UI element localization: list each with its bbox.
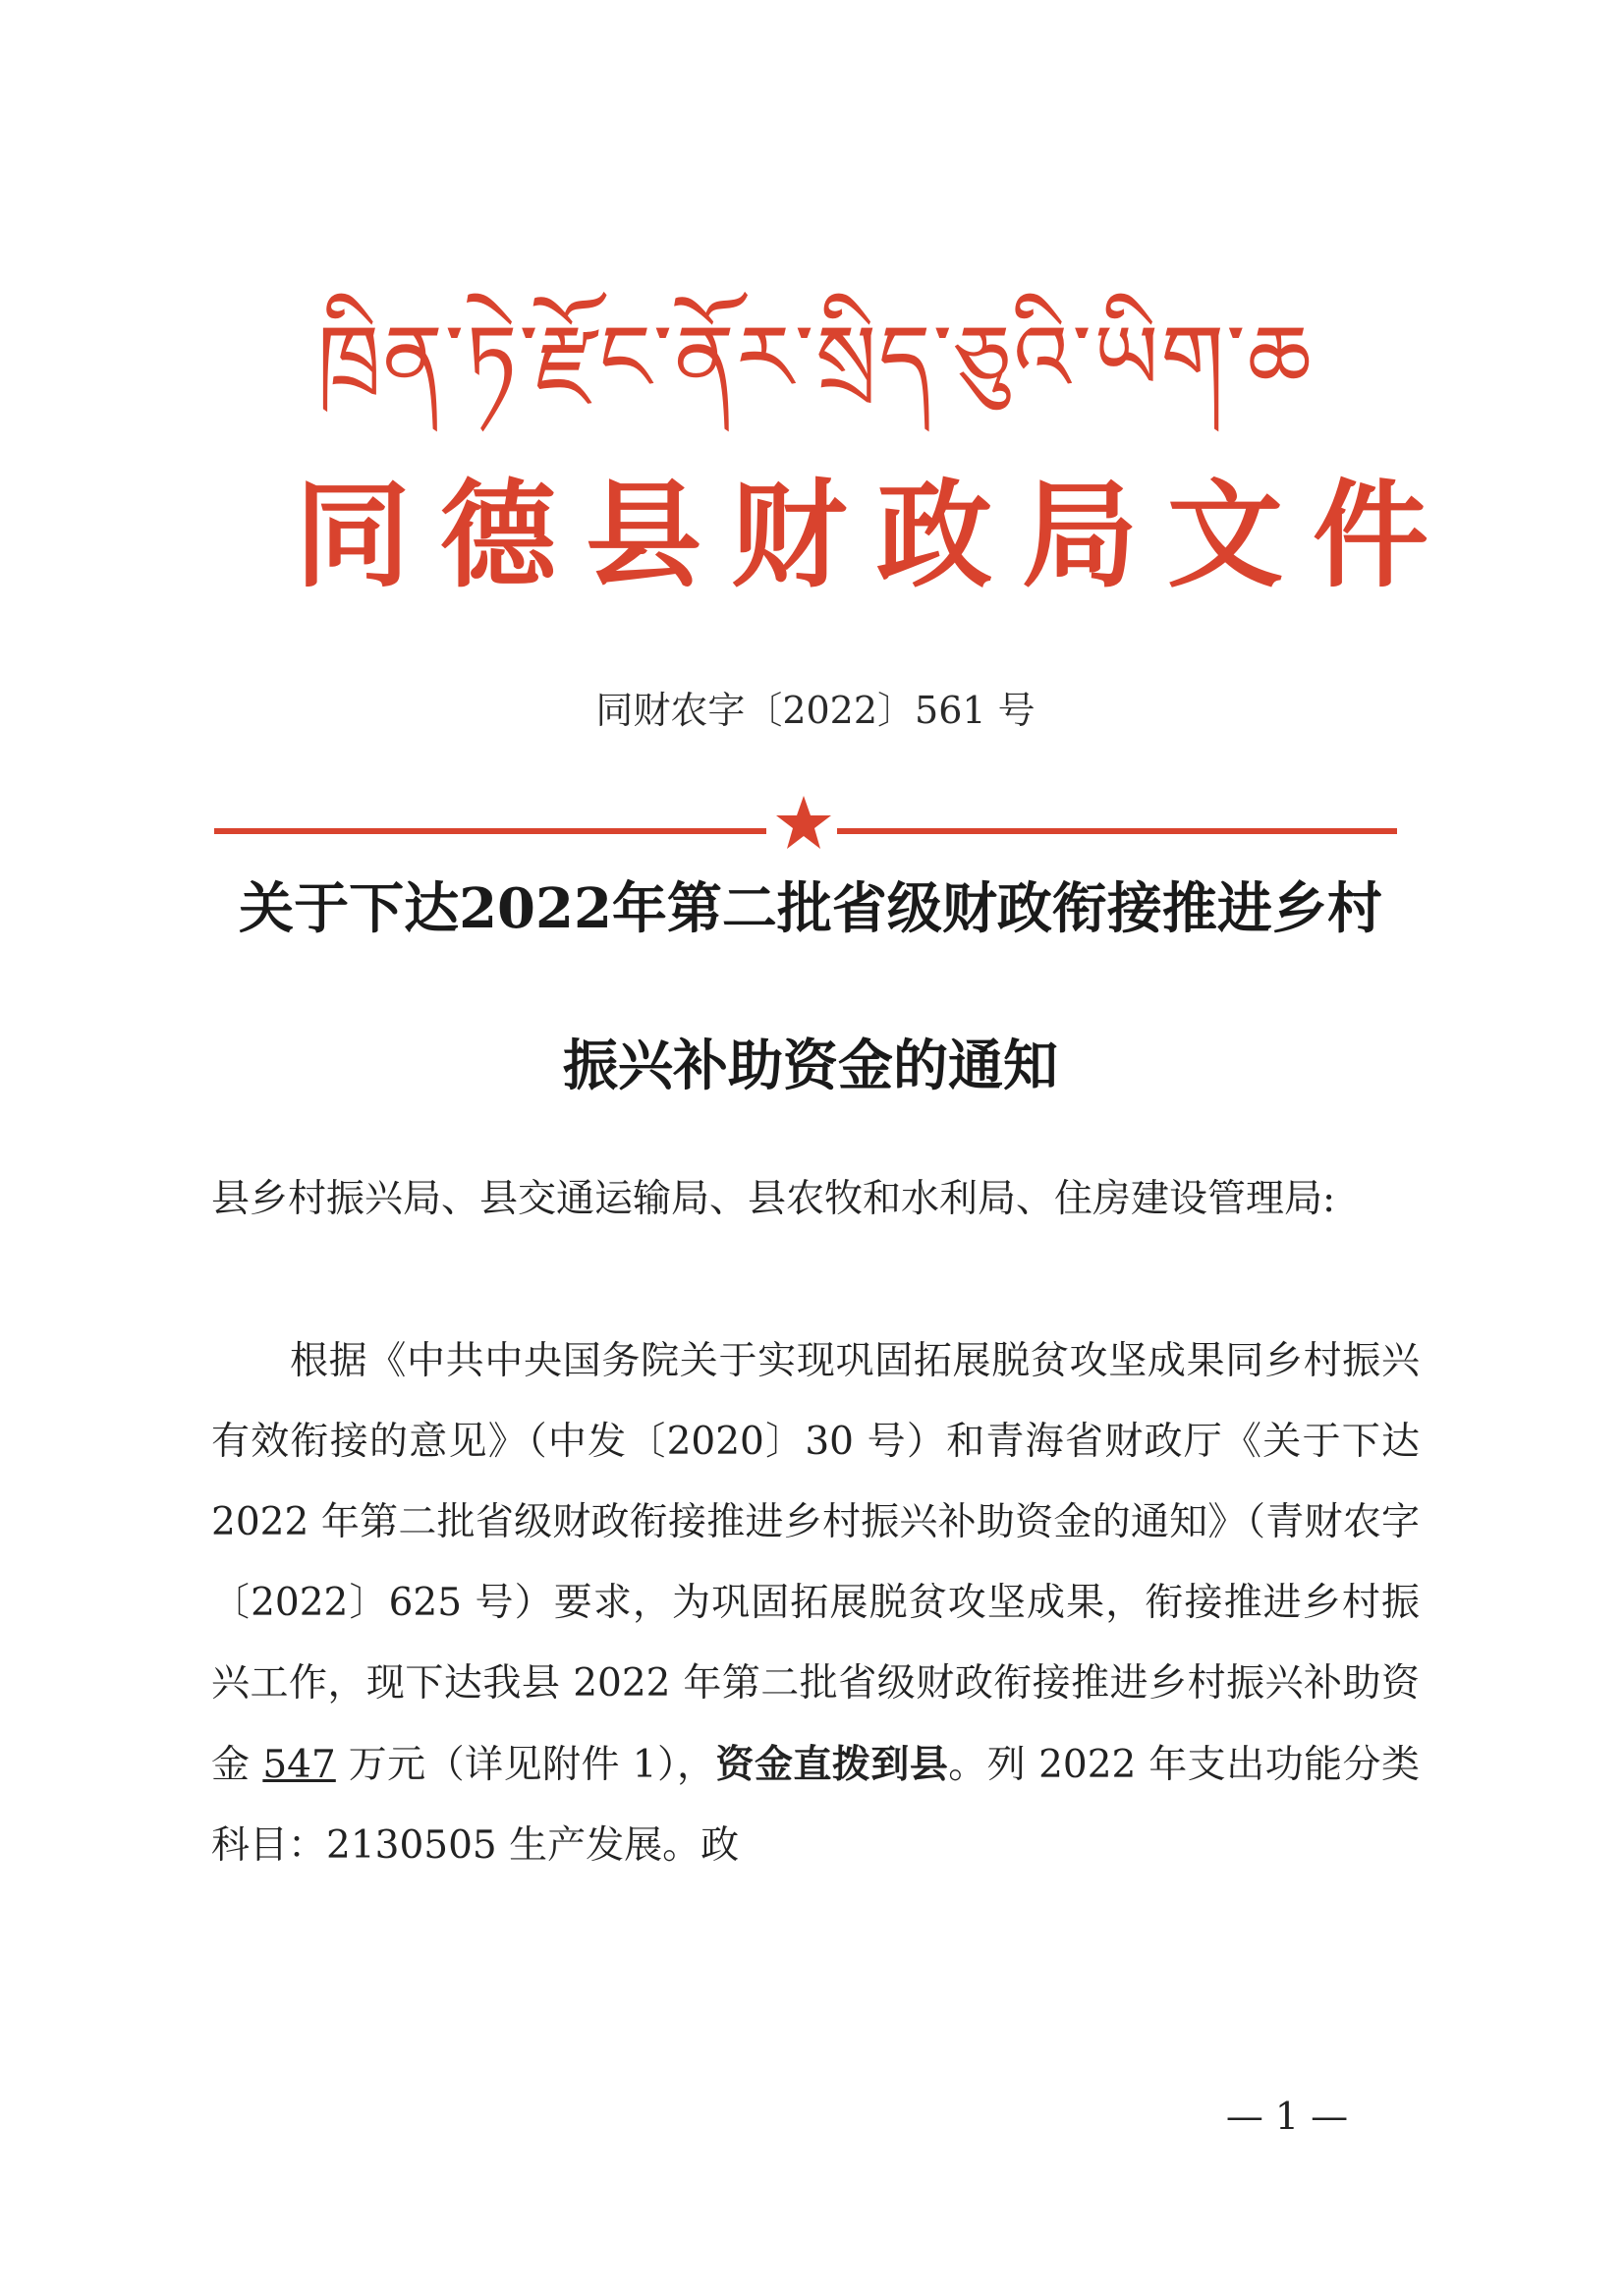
- document-title-line-2: 振兴补助资金的通知: [563, 1034, 1058, 1098]
- star-icon: [774, 794, 833, 853]
- paragraph-text-3: 。列 2022 年支出功能分类科目：2130505 生产发展。政: [211, 1743, 1420, 1868]
- paragraph-text-2: 万元（详见附件 1），: [335, 1743, 716, 1787]
- fund-amount: 547: [262, 1743, 336, 1787]
- red-divider-right: [837, 828, 1397, 834]
- page-number: — 1 —: [1225, 2095, 1349, 2138]
- document-title-line-1: 关于下达2022年第二批省级财政衔接推进乡村: [239, 876, 1382, 941]
- bold-emphasis: 资金直拨到县: [715, 1742, 949, 1787]
- org-header-title: 同德县财政局文件: [295, 467, 1459, 603]
- red-divider-left: [214, 828, 766, 834]
- document-number: 同财农字〔2022〕561 号: [595, 689, 1036, 732]
- tibetan-header-title: ཁྲིན་ཏེ་རྫོང་ནོར་སྲིད་ཅུའི་ཡིག་ཆ: [317, 306, 1314, 411]
- body-paragraph: [211, 1321, 1420, 1886]
- paragraph-text-1: 根据《中共中央国务院关于实现巩固拓展脱贫攻坚成果同乡村振兴有效衔接的意见》（中发〔2020〕30 号）和青海省财政厅《关于下达 2022 年第二批省级财政衔接推进乡村振兴补助资金的通知》（青财农字〔2022〕625 号）要求，为巩固拓展脱贫攻坚成果，衔接推进乡村振兴工作，现下达我县 2022 年第二批省级财政衔接推进乡村振兴补助资金: [211, 1339, 1420, 1787]
- addressee: 县乡村振兴局、县交通运输局、县农牧和水利局、住房建设管理局:: [211, 1177, 1336, 1221]
